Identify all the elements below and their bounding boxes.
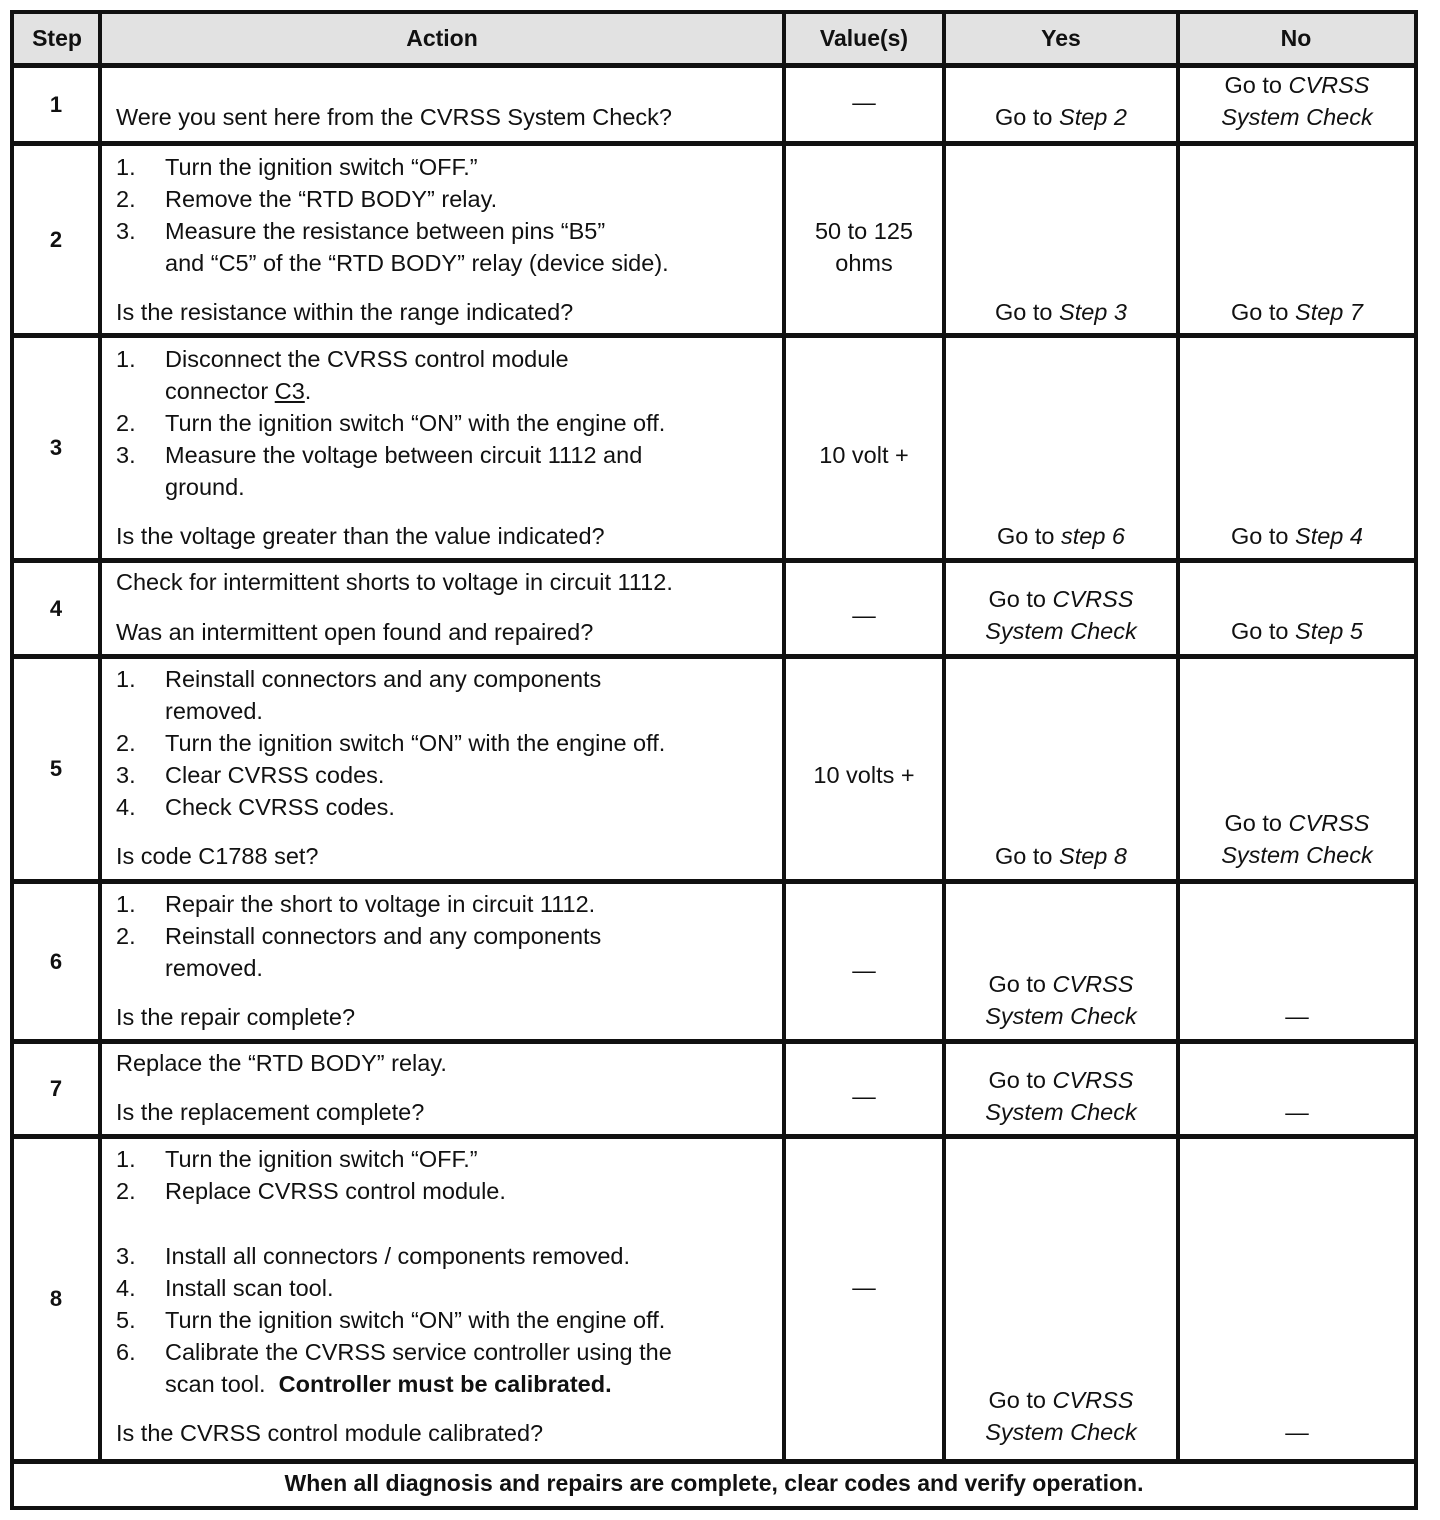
item-text: Measure the resistance between pins “B5” <box>165 218 606 244</box>
item-text: Turn the ignition switch “ON” with the engine off. <box>165 410 666 436</box>
item-number: 2. <box>116 186 136 212</box>
item-number: 2. <box>116 410 136 436</box>
item-text: Turn the ignition switch “ON” with the engine off. <box>165 1307 666 1333</box>
yes-cell <box>946 884 1176 1039</box>
yes-cell <box>946 1139 1176 1459</box>
no-cell <box>1180 659 1414 879</box>
step-number: 7 <box>49 1076 63 1101</box>
action-question: Is the replacement complete? <box>116 1099 425 1125</box>
action-cell <box>102 563 782 654</box>
value-text-line2: ohms <box>835 250 893 276</box>
item-text: Replace CVRSS control module. <box>165 1178 506 1204</box>
item-text: Clear CVRSS codes. <box>165 762 385 788</box>
table-row-step-1 <box>14 68 1414 146</box>
item-text-cont: connector C3. <box>165 378 312 404</box>
item-number: 1. <box>116 1146 136 1172</box>
table-row-step-7 <box>14 1044 1414 1139</box>
item-text-cont: ground. <box>165 474 245 500</box>
no-text: — <box>1285 1099 1309 1125</box>
table-header <box>14 14 1414 68</box>
item-text: Disconnect the CVRSS control module <box>165 346 569 372</box>
value-cell <box>786 68 942 141</box>
yes-link[interactable]: Go to step 6 <box>996 523 1126 549</box>
item-number: 4. <box>116 794 136 820</box>
no-cell <box>1180 884 1414 1039</box>
header-yes: Yes <box>1041 25 1081 51</box>
no-link[interactable]: Go to Step 7 <box>1231 299 1363 325</box>
no-text: — <box>1285 1003 1309 1029</box>
action-question: Is the resistance within the range indicated? <box>116 299 574 325</box>
item-text: Turn the ignition switch “OFF.” <box>165 154 478 180</box>
item-text: Install all connectors / components removed. <box>165 1243 631 1269</box>
yes-cell <box>946 146 1176 333</box>
item-number: 1. <box>116 666 136 692</box>
table-row-step-6 <box>14 884 1414 1044</box>
no-cell <box>1180 563 1414 654</box>
value-text: — <box>852 89 876 115</box>
item-text-cont: removed. <box>165 955 263 981</box>
no-link[interactable]: Go to Step 5 <box>1231 618 1363 644</box>
item-number: 2. <box>116 1178 136 1204</box>
value-text: — <box>852 602 876 628</box>
item-text: Reinstall connectors and any components <box>165 666 602 692</box>
action-question: Is the CVRSS control module calibrated? <box>116 1420 544 1446</box>
header-step: Step <box>32 25 82 51</box>
yes-link[interactable]: Go to Step 8 <box>995 843 1127 869</box>
item-number: 4. <box>116 1275 136 1301</box>
no-text: — <box>1285 1419 1309 1445</box>
action-question: Is code C1788 set? <box>116 843 319 869</box>
value-text: 10 volt + <box>819 442 909 468</box>
no-link-line2[interactable]: System Check <box>1221 842 1373 868</box>
yes-link-line2[interactable]: System Check <box>985 618 1137 644</box>
item-number: 2. <box>116 923 136 949</box>
no-cell <box>1180 146 1414 333</box>
action-cell <box>102 68 782 141</box>
table-row-step-8 <box>14 1139 1414 1464</box>
yes-link[interactable]: Go to CVRSS <box>988 1067 1134 1093</box>
no-link[interactable]: Go to CVRSS <box>1224 72 1370 98</box>
item-text: Calibrate the CVRSS service controller using the <box>165 1339 672 1365</box>
action-text: Replace the “RTD BODY” relay. <box>116 1050 447 1076</box>
no-cell <box>1180 68 1414 141</box>
step-number: 2 <box>49 226 63 252</box>
action-cell <box>102 146 782 333</box>
item-text: Measure the voltage between circuit 1112 and <box>165 442 643 468</box>
action-question: Is the voltage greater than the value indicated? <box>116 523 605 549</box>
yes-link[interactable]: Go to CVRSS <box>988 586 1134 612</box>
value-text: — <box>852 1274 876 1300</box>
item-text: Repair the short to voltage in circuit 1112. <box>165 891 596 917</box>
no-cell <box>1180 1139 1414 1459</box>
item-number: 2. <box>116 730 136 756</box>
value-cell <box>786 338 942 558</box>
table-row-step-4 <box>14 563 1414 659</box>
item-number: 1. <box>116 154 136 180</box>
no-link-line2[interactable]: System Check <box>1221 104 1373 130</box>
yes-link-line2[interactable]: System Check <box>985 1419 1137 1445</box>
value-text: 50 to 125 <box>814 218 913 244</box>
yes-link[interactable]: Go to CVRSS <box>988 971 1134 997</box>
item-text: Install scan tool. <box>165 1275 334 1301</box>
header-action: Action <box>406 25 478 51</box>
no-link[interactable]: Go to Step 4 <box>1231 523 1363 549</box>
item-text: Remove the “RTD BODY” relay. <box>165 186 498 212</box>
item-text: Turn the ignition switch “OFF.” <box>165 1146 478 1172</box>
yes-link-line2[interactable]: System Check <box>985 1099 1137 1125</box>
action-cell <box>102 1044 782 1134</box>
value-cell <box>786 563 942 654</box>
value-cell <box>786 659 942 879</box>
yes-cell <box>946 563 1176 654</box>
item-text: Turn the ignition switch “ON” with the engine off. <box>165 730 666 756</box>
item-number: 3. <box>116 762 136 788</box>
value-cell <box>786 1139 942 1459</box>
diagnostic-table <box>10 10 1418 1510</box>
value-cell <box>786 1044 942 1134</box>
action-cell <box>102 338 782 558</box>
step-number: 6 <box>49 948 63 974</box>
yes-link-line2[interactable]: System Check <box>985 1003 1137 1029</box>
no-link[interactable]: Go to CVRSS <box>1224 810 1370 836</box>
item-number: 1. <box>116 346 136 372</box>
header-values: Value(s) <box>819 25 909 51</box>
item-text-cont: scan tool. Controller must be calibrated. <box>165 1371 612 1397</box>
no-cell <box>1180 338 1414 558</box>
action-question: Is the repair complete? <box>116 1004 356 1030</box>
yes-cell <box>946 68 1176 141</box>
item-number: 6. <box>116 1339 136 1365</box>
step-number: 4 <box>49 595 63 621</box>
header-no: No <box>1280 25 1312 51</box>
item-text-cont: removed. <box>165 698 263 724</box>
step-number: 3 <box>49 435 63 460</box>
item-number: 3. <box>116 442 136 468</box>
step-number: 5 <box>49 756 63 781</box>
yes-cell <box>946 659 1176 879</box>
item-number: 5. <box>116 1307 136 1333</box>
item-number: 3. <box>116 218 136 244</box>
yes-link[interactable]: Go to Step 2 <box>995 104 1127 130</box>
action-question: Were you sent here from the CVRSS System Check? <box>116 104 672 130</box>
value-text: — <box>852 957 876 983</box>
table-row-step-5 <box>14 659 1414 884</box>
value-cell <box>786 884 942 1039</box>
item-number: 1. <box>116 891 136 917</box>
item-text: Check CVRSS codes. <box>165 794 395 820</box>
action-cell <box>102 659 782 879</box>
item-number: 3. <box>116 1243 136 1269</box>
action-text: Check for intermittent shorts to voltage in circuit 1112. <box>116 569 673 595</box>
step-number: 1 <box>49 91 63 117</box>
table-row-step-3 <box>14 338 1414 563</box>
table-footer-note: When all diagnosis and repairs are complete, clear codes and verify operation. <box>284 1469 1144 1496</box>
value-text: 10 volts + <box>813 762 915 788</box>
value-cell <box>786 146 942 333</box>
item-text: Reinstall connectors and any components <box>165 923 602 949</box>
table-row-step-2 <box>14 146 1414 338</box>
no-cell <box>1180 1044 1414 1134</box>
value-text: — <box>852 1083 876 1109</box>
step-number: 8 <box>49 1286 63 1311</box>
yes-cell <box>946 1044 1176 1134</box>
yes-link[interactable]: Go to CVRSS <box>988 1387 1134 1413</box>
yes-link[interactable]: Go to Step 3 <box>995 299 1127 325</box>
item-text-cont: and “C5” of the “RTD BODY” relay (device side). <box>165 250 669 276</box>
yes-cell <box>946 338 1176 558</box>
action-question: Was an intermittent open found and repaired? <box>116 619 594 645</box>
action-cell <box>102 884 782 1039</box>
action-cell <box>102 1139 782 1459</box>
